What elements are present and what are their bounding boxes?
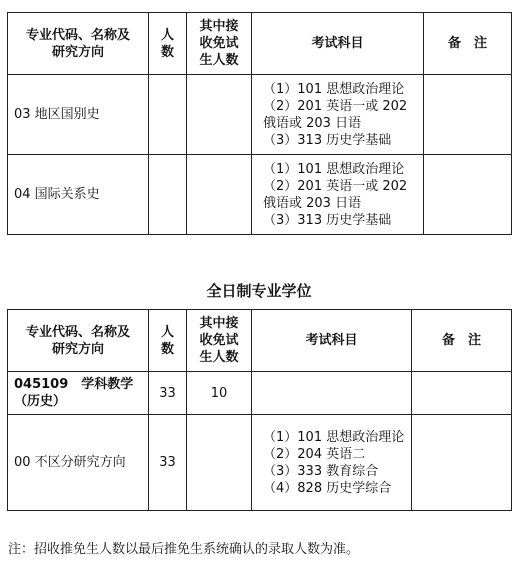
exam-line: （3）313 历史学基础: [263, 132, 392, 148]
header-major: 专业代码、名称及研究方向: [8, 13, 149, 75]
table-header-row: [8, 13, 512, 75]
table-row: [8, 372, 512, 415]
header-exam: 考试科目: [252, 310, 412, 372]
count-cell: [149, 155, 187, 235]
section-title: 全日制专业学位: [206, 282, 312, 300]
exam-line: （2）201 英语一或 202 俄语或 203 日语: [263, 178, 408, 211]
exempt-cell: 10: [187, 372, 252, 415]
exam-cell: [252, 372, 412, 415]
exam-line: （1）101 思想政治理论: [263, 81, 405, 97]
exam-cell: [252, 415, 412, 511]
remark-cell: [424, 155, 512, 235]
exam-line: （1）101 思想政治理论: [263, 161, 405, 177]
table-row: [8, 415, 512, 511]
exam-line: （3）333 教育综合: [263, 463, 379, 479]
count-cell: 33: [149, 372, 187, 415]
header-exam: 考试科目: [252, 13, 424, 75]
exempt-cell: [187, 415, 252, 511]
exam-line: （2）204 英语二: [263, 446, 366, 462]
major-cell: 045109 学科教学（历史）: [8, 372, 149, 415]
exempt-cell: [187, 155, 252, 235]
count-cell: 33: [149, 415, 187, 511]
remark-cell: [424, 75, 512, 155]
exam-cell: [252, 75, 424, 155]
header-major: 专业代码、名称及研究方向: [8, 310, 149, 372]
table-header-row: [8, 310, 512, 372]
remark-cell: [412, 372, 512, 415]
exam-line: （1）101 思想政治理论: [263, 429, 405, 445]
exam-line: （3）313 历史学基础: [263, 212, 392, 228]
major-cell: 04 国际关系史: [8, 155, 149, 235]
header-exempt: 其中接收免试生人数: [187, 13, 252, 75]
header-remark: 备 注: [424, 13, 512, 75]
count-cell: [149, 75, 187, 155]
exam-cell: [252, 155, 424, 235]
table-1: [7, 12, 512, 235]
exam-line: （2）201 英语一或 202 俄语或 203 日语: [263, 98, 408, 131]
exempt-cell: [187, 75, 252, 155]
header-count: 人数: [149, 13, 187, 75]
table-row: [8, 155, 512, 235]
major-cell: 00 不区分研究方向: [8, 415, 149, 511]
footnote: 注：招收推免生人数以最后推免生系统确认的录取人数为准。: [8, 542, 360, 557]
exam-line: （4）828 历史学综合: [263, 480, 392, 496]
table-2: [7, 309, 512, 511]
major-cell: 03 地区国别史: [8, 75, 149, 155]
header-remark: 备 注: [412, 310, 512, 372]
header-count: 人数: [149, 310, 187, 372]
header-exempt: 其中接收免试生人数: [187, 310, 252, 372]
remark-cell: [412, 415, 512, 511]
table-row: [8, 75, 512, 155]
